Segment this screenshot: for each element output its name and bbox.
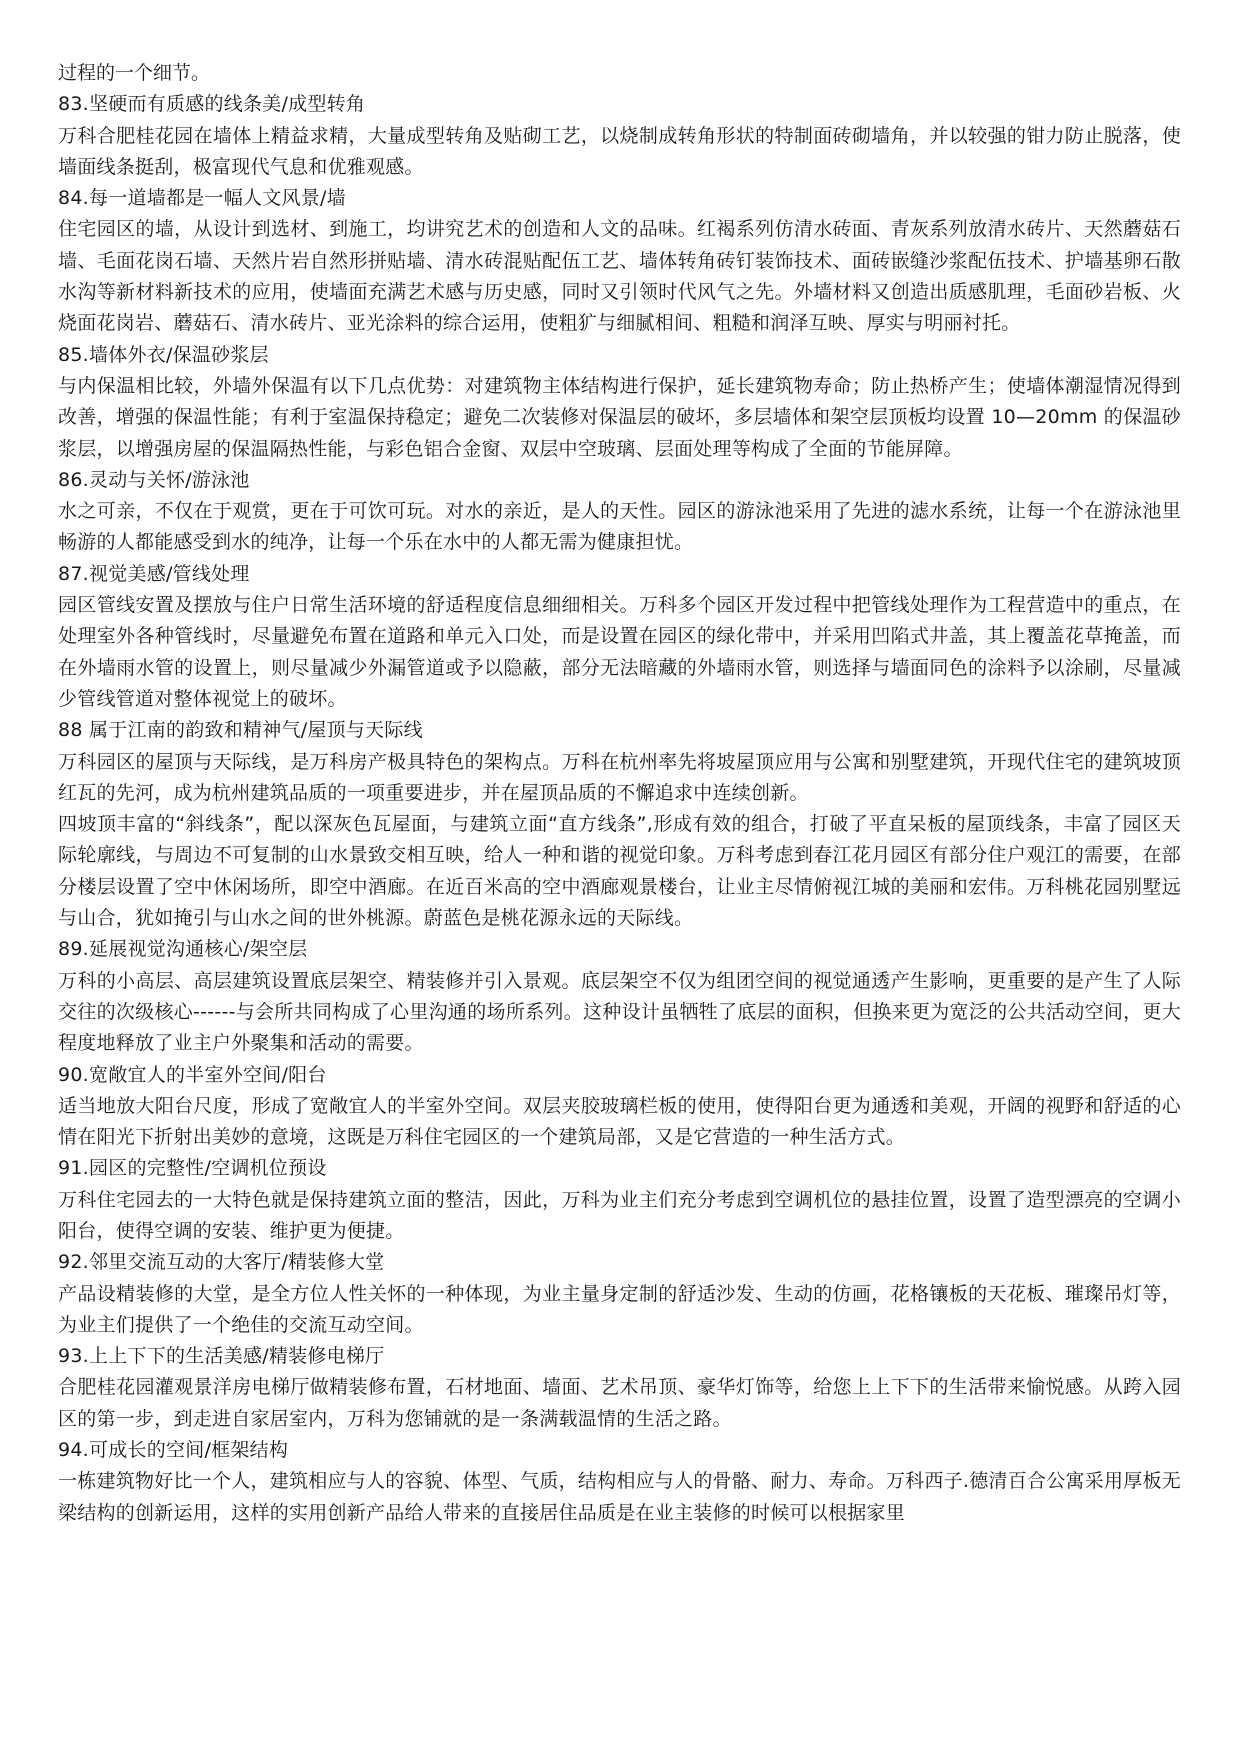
section — [58, 1341, 1181, 1435]
section-paragraph: 住宅园区的墙，从设计到选材、到施工，均讲究艺术的创造和人文的品味。红褐系列仿清水砖面、青灰系列放清水砖片、天然蘑菇石墙、毛面花岗石墙、天然片岩自然形拼贴墙、清水砖混贴配伍工艺、墙体转角砖钉装饰技术、面砖嵌缝沙浆配伍技术、护墙基卵石散水沟等新材料新技术的应用，使墙面充满艺术感与历史感，同时又引领时代风气之先。外墙材料又创造出质感肌理，毛面砂岩板、火烧面花岗岩、蘑菇石、清水砖片、亚光涂料的综合运用，使粗犷与细腻相间、粗糙和润泽互映、厚实与明丽衬托。 — [58, 218, 1181, 335]
section-paragraph: 合肥桂花园灌观景洋房电梯厅做精装修布置，石材地面、墙面、艺术吊顶、豪华灯饰等，给您上上下下的生活带来愉悦感。从跨入园区的第一步，到走进自家居室内，万科为您铺就的是一条满载温情的生活之路。 — [58, 1376, 1181, 1430]
section — [58, 559, 1181, 715]
section-paragraph: 与内保温相比较，外墙外保温有以下几点优势：对建筑物主体结构进行保护，延长建筑物寿命；防止热桥产生；使墙体潮湿情况得到改善，增强的保温性能；有利于室温保持稳定；避免二次装修对保温层的破坏，多层墙体和架空层顶板均设置 10—20mm 的保温砂浆层，以增强房屋的保温隔热性能，与彩色铝合金窗、双层中空玻璃、层面处理等构成了全面的节能屏障。 — [58, 374, 1181, 460]
section-heading: 89.延展视觉沟通核心/架空层 — [58, 938, 308, 961]
section — [58, 1153, 1181, 1247]
section — [58, 934, 1181, 1059]
document-sections — [58, 89, 1181, 1529]
section — [58, 1435, 1181, 1529]
section-paragraph: 四坡顶丰富的“斜线条”，配以深灰色瓦屋面，与建筑立面“直方线条”,形成有效的组合，打破了平直呆板的屋顶线条，丰富了园区天际轮廓线，与周边不可复制的山水景致交相互映，给人一种和谐的视觉印象。万科考虑到春江花月园区有部分住户观江的需要，在部分楼层设置了空中休闲场所，即空中酒廊。在近百米高的空中酒廊观景楼台，让业主尽情俯视江城的美丽和宏伟。万科桃花园别墅远与山合，犹如掩引与山水之间的世外桃源。蔚蓝色是桃花源永远的天际线。 — [58, 813, 1181, 930]
section-heading: 90.宽敞宜人的半室外空间/阳台 — [58, 1063, 327, 1086]
section-heading: 84.每一道墙都是一幅人文风景/墙 — [58, 187, 346, 210]
section-paragraph: 万科园区的屋顶与天际线，是万科房产极具特色的架构点。万科在杭州率先将坡屋顶应用与公寓和别墅建筑，开现代住宅的建筑坡顶红瓦的先河，成为杭州建筑品质的一项重要进步，并在屋顶品质的不懈追求中连续创新。 — [58, 750, 1181, 804]
section-heading: 94.可成长的空间/框架结构 — [58, 1439, 289, 1462]
section — [58, 1060, 1181, 1154]
section — [58, 715, 1181, 934]
section — [58, 183, 1181, 339]
section-heading: 93.上上下下的生活美感/精装修电梯厅 — [58, 1345, 385, 1368]
section — [58, 340, 1181, 465]
section-heading: 83.坚硬而有质感的线条美/成型转角 — [58, 93, 366, 116]
section-paragraph: 水之可亲，不仅在于观赏，更在于可饮可玩。对水的亲近，是人的天性。园区的游泳池采用了先进的滤水系统，让每一个在游泳池里畅游的人都能感受到水的纯净，让每一个乐在水中的人都无需为健康担忧。 — [58, 500, 1181, 554]
section-heading: 85.墙体外衣/保温砂浆层 — [58, 343, 269, 366]
lead-text: 过程的一个细节。 — [58, 62, 211, 84]
section-heading: 86.灵动与关怀/游泳池 — [58, 468, 250, 491]
section-paragraph: 适当地放大阳台尺度，形成了宽敞宜人的半室外空间。双层夹胶玻璃栏板的使用，使得阳台更为通透和美观，开阔的视野和舒适的心情在阳光下折射出美妙的意境，这既是万科住宅园区的一个建筑局部，又是它营造的一种生活方式。 — [58, 1094, 1181, 1149]
section-paragraph: 万科合肥桂花园在墙体上精益求精，大量成型转角及贴砌工艺，以烧制成转角形状的特制面砖砌墙角，并以较强的钳力防止脱落，使墙面线条挺刮，极富现代气息和优雅观感。 — [58, 124, 1181, 178]
section-heading: 87.视觉美感/管线处理 — [58, 562, 250, 585]
section — [58, 89, 1181, 183]
section — [58, 1247, 1181, 1341]
section-heading: 91.园区的完整性/空调机位预设 — [58, 1157, 327, 1180]
section-paragraph: 产品设精装修的大堂，是全方位人性关怀的一种体现，为业主量身定制的舒适沙发、生动的仿画，花格镶板的天花板、璀璨吊灯等，为业主们提供了一个绝佳的交流互动空间。 — [58, 1282, 1181, 1336]
section-paragraph: 园区管线安置及摆放与住户日常生活环境的舒适程度信息细细相关。万科多个园区开发过程中把管线处理作为工程营造中的重点，在处理室外各种管线时，尽量避免布置在道路和单元入口处，而是设置在园区的绿化带中，并采用凹陷式井盖，其上覆盖花草掩盖，而在外墙雨水管的设置上，则尽量减少外漏管道或予以隐蔽，部分无法暗藏的外墙雨水管，则选择与墙面同色的涂料予以涂刷，尽量减少管线管道对整体视觉上的破坏。 — [58, 594, 1181, 710]
section-paragraph: 万科的小高层、高层建筑设置底层架空、精装修并引入景观。底层架空不仅为组团空间的视觉通透产生影响，更重要的是产生了人际交往的次级核心------与会所共同构成了心里沟通的场所系列。这种设计虽牺牲了底层的面积，但换来更为宽泛的公共活动空间，更大程度地释放了业主户外聚集和活动的需要。 — [58, 969, 1181, 1055]
section-heading: 88 属于江南的韵致和精神气/屋顶与天际线 — [58, 719, 423, 742]
section-heading: 92.邻里交流互动的大客厅/精装修大堂 — [58, 1251, 385, 1274]
section — [58, 465, 1181, 559]
section-paragraph: 一栋建筑物好比一个人，建筑相应与人的容貌、体型、气质，结构相应与人的骨骼、耐力、寿命。万科西子.德清百合公寓采用厚板无梁结构的创新运用，这样的实用创新产品给人带来的直接居住品质是在业主装修的时候可以根据家里 — [58, 1470, 1181, 1524]
section-paragraph: 万科住宅园去的一大特色就是保持建筑立面的整洁，因此，万科为业主们充分考虑到空调机位的悬挂位置，设置了造型漂亮的空调小阳台，使得空调的安装、维护更为便捷。 — [58, 1188, 1181, 1242]
